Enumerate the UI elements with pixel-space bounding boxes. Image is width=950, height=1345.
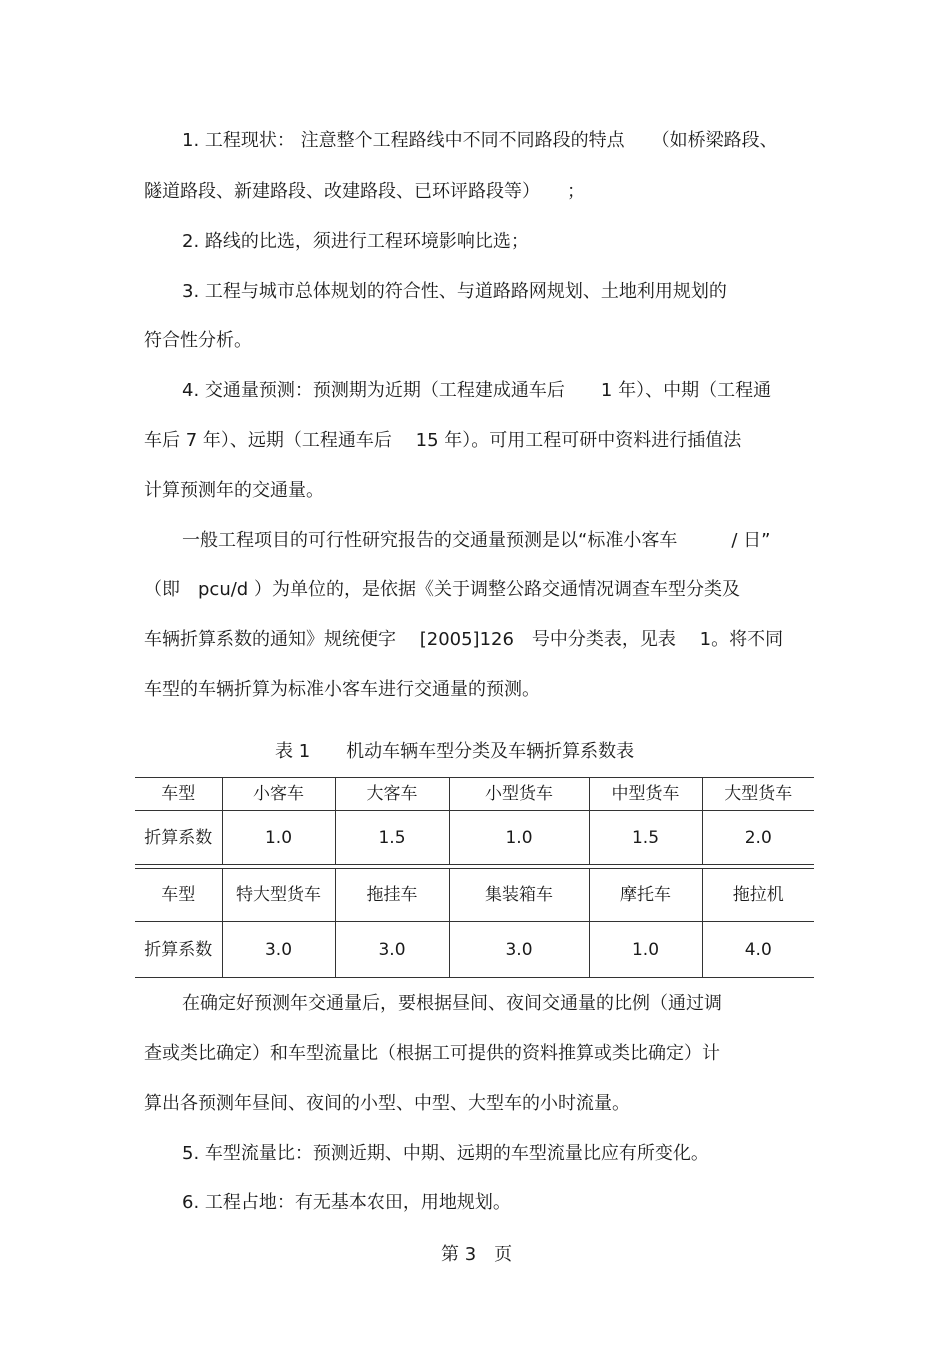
table-cell: 摩托车 [589, 869, 702, 922]
table-cell: 集装箱车 [449, 869, 589, 922]
paragraph-line: 查或类比确定）和车型流量比（根据工可提供的资料推算或类比确定）计 [144, 1043, 720, 1064]
table-cell: 小客车 [222, 778, 335, 811]
vehicle-factor-table-part-2 [135, 868, 814, 978]
table-caption: 表 1 机动车辆车型分类及车辆折算系数表 [275, 741, 635, 762]
table-cell: 拖挂车 [335, 869, 449, 922]
paragraph-line: 隧道路段、新建路段、改建路段、已环评路段等） ； [144, 181, 585, 202]
paragraph-line: 在确定好预测年交通量后，要根据昼间、夜间交通量的比例（通过调 [182, 993, 722, 1014]
table-row [135, 922, 814, 978]
page-number: 第 3 页 [441, 1244, 513, 1265]
paragraph-line: 车型的车辆折算为标准小客车进行交通量的预测。 [144, 679, 540, 700]
paragraph-line: 车辆折算系数的通知》规统便字 [2005]126 号中分类表，见表 1。将不同 [144, 629, 784, 650]
paragraph-line: 5. 车型流量比：预测近期、中期、远期的车型流量比应有所变化。 [182, 1143, 709, 1164]
table-cell: 1.0 [589, 922, 702, 978]
table-cell: 车型 [135, 778, 222, 811]
table-cell: 3.0 [222, 922, 335, 978]
paragraph-line: 2. 路线的比选，须进行工程环境影响比选； [182, 231, 529, 252]
table-cell: 大型货车 [702, 778, 814, 811]
paragraph-line: （即 pcu/d ）为单位的，是依据《关于调整公路交通情况调查车型分类及 [144, 579, 740, 600]
paragraph-line: 4. 交通量预测：预测期为近期（工程建成通车后 1 年）、中期（工程通 [182, 380, 772, 401]
table-cell: 特大型货车 [222, 869, 335, 922]
paragraph-line: 一般工程项目的可行性研究报告的交通量预测是以“标准小客车 / 日” [182, 530, 771, 551]
table-cell: 小型货车 [449, 778, 589, 811]
paragraph-line: 3. 工程与城市总体规划的符合性、与道路路网规划、土地利用规划的 [182, 281, 727, 302]
vehicle-factor-table-part-1 [135, 777, 814, 865]
table-header-row [135, 778, 814, 811]
paragraph-line: 6. 工程占地：有无基本农田，用地规划。 [182, 1192, 511, 1213]
table-cell: 大客车 [335, 778, 449, 811]
table-cell: 折算系数 [135, 922, 222, 978]
table-cell: 1.5 [589, 811, 702, 865]
table-cell: 1.0 [222, 811, 335, 865]
table-header-row [135, 869, 814, 922]
table-cell: 车型 [135, 869, 222, 922]
paragraph-line: 车后 7 年）、远期（工程通车后 15 年）。可用工程可研中资料进行插值法 [144, 430, 742, 451]
paragraph-line: 算出各预测年昼间、夜间的小型、中型、大型车的小时流量。 [144, 1093, 630, 1114]
table-cell: 3.0 [449, 922, 589, 978]
paragraph-line: 计算预测年的交通量。 [144, 480, 324, 501]
paragraph-line: 符合性分析。 [144, 330, 252, 351]
table-cell: 拖拉机 [702, 869, 814, 922]
table-cell: 1.5 [335, 811, 449, 865]
paragraph-line: 1. 工程现状： 注意整个工程路线中不同不同路段的特点 （如桥梁路段、 [182, 130, 778, 151]
table-cell: 3.0 [335, 922, 449, 978]
table-cell: 1.0 [449, 811, 589, 865]
table-cell: 2.0 [702, 811, 814, 865]
table-cell: 折算系数 [135, 811, 222, 865]
table-cell: 中型货车 [589, 778, 702, 811]
table-cell: 4.0 [702, 922, 814, 978]
table-row [135, 811, 814, 865]
